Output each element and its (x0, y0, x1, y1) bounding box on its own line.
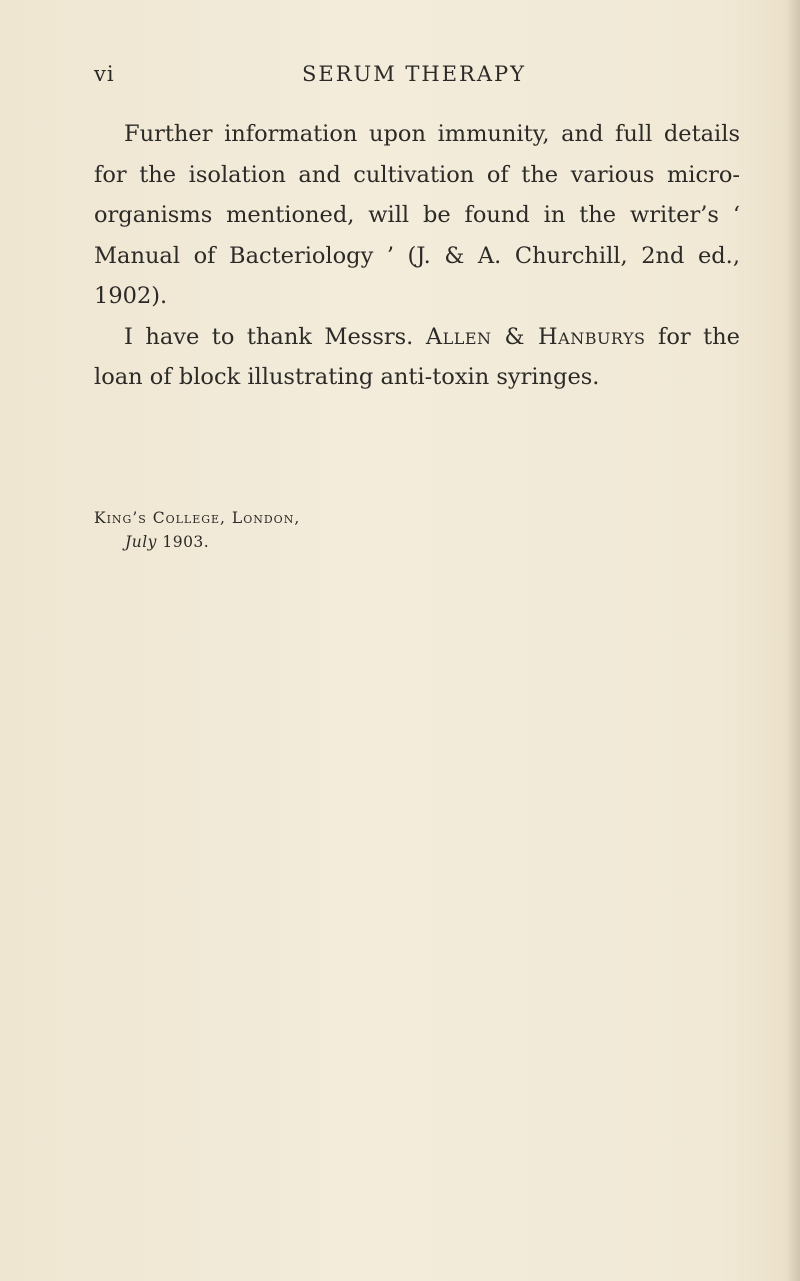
signoff (94, 506, 300, 554)
signoff-place: King’s College, London, (94, 509, 301, 527)
paragraph-acknowledgement (94, 317, 740, 398)
signoff-date (94, 530, 300, 554)
acknowledged-firm: Allen & Hanburys (425, 323, 646, 350)
running-head (94, 62, 734, 92)
signoff-year: 1903. (156, 533, 210, 551)
paragraph-further-information: Further information upon immunity, and full details for the isolation and cultivation of the various micro-organisms mentioned, will be found in the writer’s ‘ Manual of Bacteriology ’ (J. & A. Churchill, 2nd ed., 1902). (94, 121, 740, 309)
page-number: vi (94, 62, 115, 86)
running-title: SERUM THERAPY (301, 62, 527, 86)
body-text (94, 114, 740, 398)
page-edge-shadow (786, 0, 800, 1281)
signoff-month: July (125, 533, 157, 551)
acknowledgement-start: I have to thank Messrs. (124, 323, 426, 350)
acknowledgement-end: for the loan of block illustrating anti-toxin syringes. (94, 323, 740, 390)
